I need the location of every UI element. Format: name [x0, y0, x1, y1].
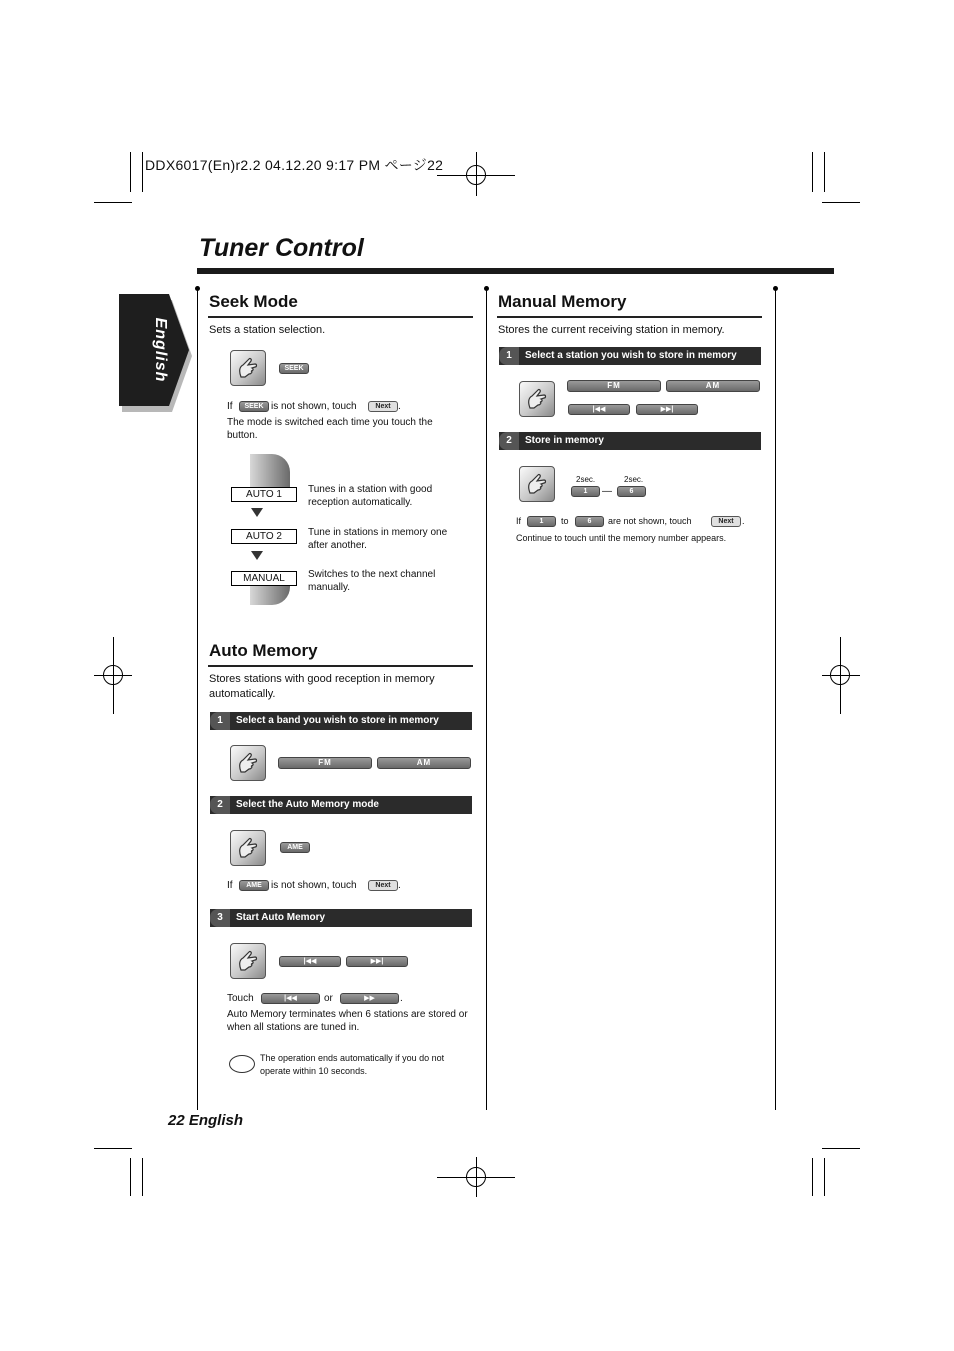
- down-arrow-icon: [251, 508, 263, 517]
- next-button[interactable]: Next: [368, 401, 398, 412]
- column-rule: [775, 290, 776, 1110]
- touch-hand-icon: [230, 350, 266, 386]
- next-button[interactable]: Next: [368, 880, 398, 891]
- registration-mark: [466, 1167, 486, 1187]
- not-shown-text: is not shown, touch: [271, 401, 357, 412]
- crop-mark: [130, 152, 131, 192]
- touch-hand-icon: [230, 943, 266, 979]
- preset-range-dash: —: [602, 486, 612, 497]
- column-bullet: [773, 286, 778, 291]
- column-bullet: [195, 286, 200, 291]
- step-label: Select a band you wish to store in memory: [236, 715, 439, 726]
- touch-hand-icon: [519, 381, 555, 417]
- touch-label: Touch: [227, 993, 254, 1004]
- auto-memory-description: Stores stations with good reception in memory automatically.: [209, 673, 435, 700]
- to-label: to: [561, 516, 569, 526]
- prev-track-button[interactable]: |◀◀: [279, 956, 341, 967]
- registration-mark: [466, 165, 486, 185]
- down-arrow-icon: [251, 551, 263, 560]
- if-label: If: [227, 401, 233, 412]
- fm-button[interactable]: FM: [278, 757, 372, 769]
- touch-hand-icon: [230, 830, 266, 866]
- or-label: or: [324, 993, 333, 1004]
- mode-description: Tune in stations in memory one after another.: [308, 527, 448, 551]
- if-label: If: [516, 516, 522, 526]
- seek-mode-description: Sets a station selection.: [209, 324, 326, 336]
- hold-duration-label: 2sec.: [624, 475, 644, 484]
- period: .: [742, 516, 745, 526]
- next-track-button[interactable]: ▶▶|: [346, 956, 408, 967]
- title-rule: [197, 268, 834, 274]
- mode-description: Switches to the next channel manually.: [308, 569, 436, 593]
- auto-memory-terminate-note: Auto Memory terminates when 6 stations are stored or when all stations are tuned in.: [227, 1009, 468, 1033]
- section-rule: [208, 665, 473, 667]
- step-label: Store in memory: [525, 435, 604, 446]
- step-bar: [210, 796, 472, 814]
- prev-track-button[interactable]: |◀◀: [568, 404, 630, 415]
- manual-memory-description: Stores the current receiving station in memory.: [498, 324, 725, 336]
- crop-mark: [812, 1158, 813, 1196]
- step-label: Start Auto Memory: [236, 912, 326, 923]
- crop-mark: [142, 1158, 143, 1196]
- touch-hand-icon: [230, 745, 266, 781]
- crop-mark: [824, 1158, 825, 1196]
- ame-button[interactable]: AME: [239, 880, 269, 891]
- am-button[interactable]: AM: [666, 380, 760, 392]
- step-bar: [499, 347, 761, 365]
- registration-mark: [103, 665, 123, 685]
- crop-mark: [812, 152, 813, 192]
- ame-button[interactable]: AME: [280, 842, 310, 853]
- registration-mark: [830, 665, 850, 685]
- page-title: Tuner Control: [199, 234, 364, 262]
- cycle-arrow-icon: [250, 454, 290, 488]
- mode-auto2: AUTO 2: [231, 529, 297, 544]
- seek-button[interactable]: SEEK: [239, 401, 269, 412]
- crop-mark: [142, 152, 143, 192]
- note-icon: [229, 1055, 255, 1073]
- am-button[interactable]: AM: [377, 757, 471, 769]
- step-number: 2: [499, 432, 519, 450]
- fm-button[interactable]: FM: [567, 380, 661, 392]
- crop-mark: [822, 202, 860, 203]
- crop-mark: [822, 1148, 860, 1149]
- column-bullet: [484, 286, 489, 291]
- next-track-button[interactable]: ▶▶: [340, 993, 399, 1004]
- next-button[interactable]: Next: [711, 516, 741, 527]
- section-rule: [497, 316, 762, 318]
- step-label: Select the Auto Memory mode: [236, 799, 379, 810]
- step-bar: [210, 712, 472, 730]
- section-rule: [208, 316, 473, 318]
- crop-mark: [94, 202, 132, 203]
- seek-switch-note: The mode is switched each time you touch the button.: [227, 417, 433, 441]
- manual-memory-title: Manual Memory: [498, 292, 627, 311]
- column-rule: [486, 290, 487, 1110]
- column-rule: [197, 290, 198, 1110]
- next-track-button[interactable]: ▶▶|: [636, 404, 698, 415]
- step-number: 1: [210, 712, 230, 730]
- if-label: If: [227, 880, 233, 891]
- period: .: [398, 401, 401, 412]
- prev-track-button[interactable]: |◀◀: [261, 993, 320, 1004]
- crop-mark: [130, 1158, 131, 1196]
- seek-button[interactable]: SEEK: [279, 363, 309, 374]
- step-bar: [499, 432, 761, 450]
- language-tab-label: English: [152, 317, 169, 383]
- step-label: Select a station you wish to store in memory: [525, 350, 737, 361]
- hold-duration-label: 2sec.: [576, 475, 596, 484]
- period: .: [400, 993, 403, 1004]
- mode-auto1: AUTO 1: [231, 487, 297, 502]
- step-number: 3: [210, 909, 230, 927]
- period: .: [398, 880, 401, 891]
- not-shown-text: is not shown, touch: [271, 880, 357, 891]
- step-bar: [210, 909, 472, 927]
- preset-6-button[interactable]: 6: [575, 516, 604, 527]
- auto-memory-title: Auto Memory: [209, 641, 318, 660]
- seek-mode-title: Seek Mode: [209, 292, 298, 311]
- mode-manual: MANUAL: [231, 571, 297, 586]
- crop-mark: [824, 152, 825, 192]
- language-tab-arrow: [169, 294, 189, 406]
- continue-note: Continue to touch until the memory number appears.: [516, 533, 727, 543]
- touch-hand-icon: [519, 466, 555, 502]
- not-shown-text: are not shown, touch: [608, 516, 692, 526]
- mode-description: Tunes in a station with good reception automatically.: [308, 484, 433, 508]
- print-slug: DDX6017(En)r2.2 04.12.20 9:17 PM ページ22: [145, 157, 444, 173]
- preset-6-button[interactable]: 6: [617, 486, 646, 497]
- preset-1-button[interactable]: 1: [527, 516, 556, 527]
- page-number: 22 English: [168, 1112, 244, 1129]
- step-number: 2: [210, 796, 230, 814]
- timeout-note: The operation ends automatically if you do not operate within 10 seconds.: [260, 1053, 445, 1076]
- crop-mark: [94, 1148, 132, 1149]
- preset-1-button[interactable]: 1: [571, 486, 600, 497]
- step-number: 1: [499, 347, 519, 365]
